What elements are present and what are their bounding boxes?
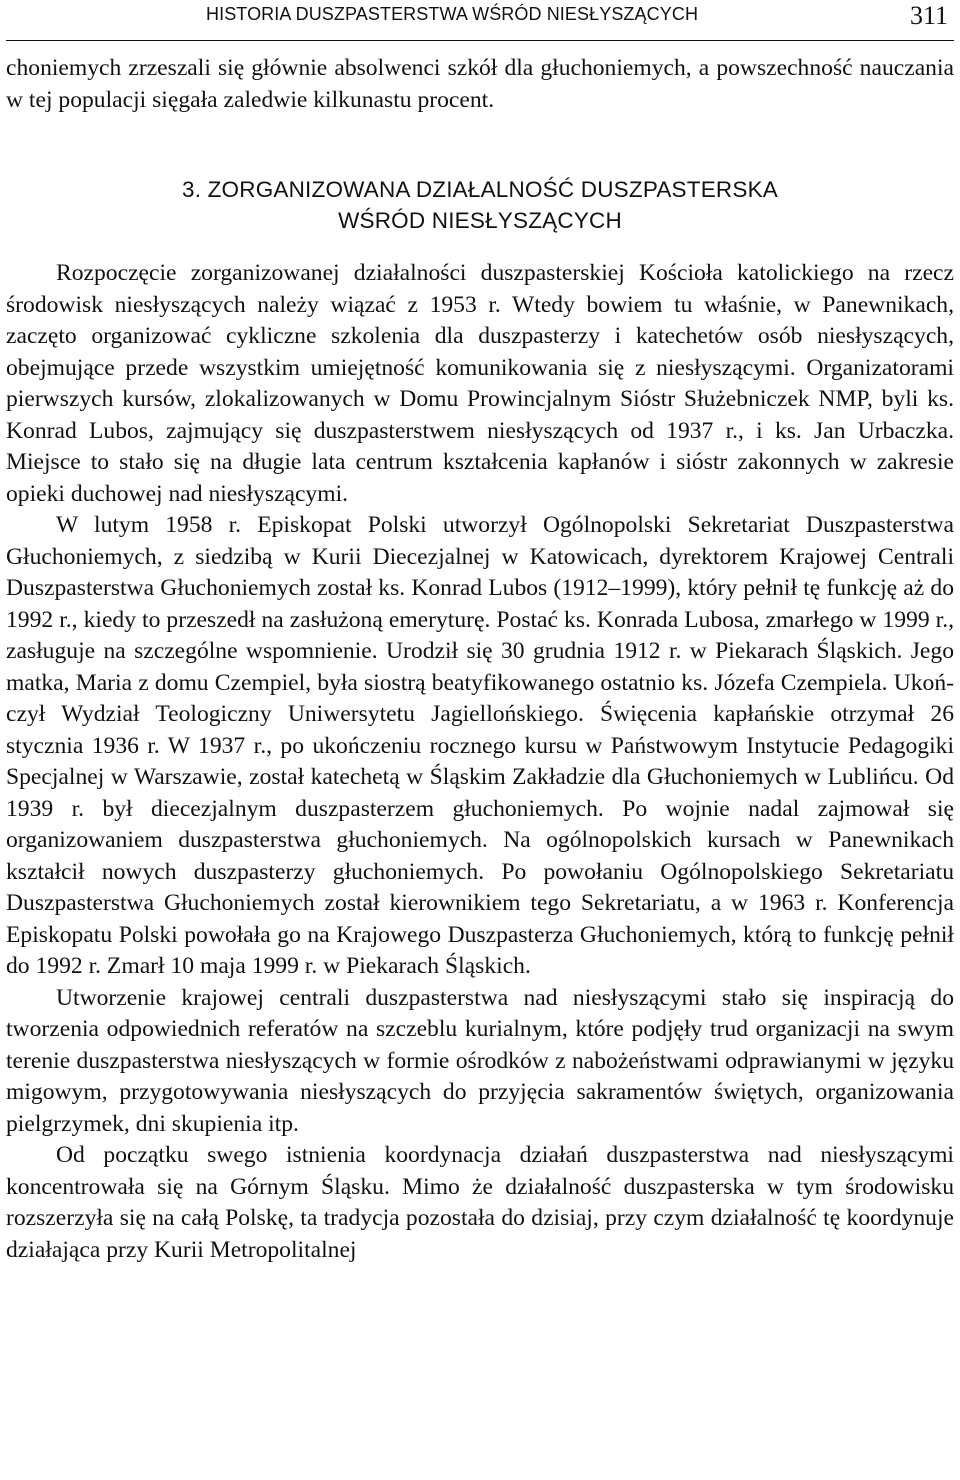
paragraph: Od początku swego istnienia koordynacja działań duszpasterstwa nad niesłyszącymi koncentrowała się na Górnym Śląsku. Mimo że działalność duszpasterska w tym środowisku rozszerzyła się na całą Polskę, ta tradycja pozostała do dzisiaj, przy czym działalność tę koordynuje działająca przy Kurii Metropolitalnej [6, 1142, 954, 1263]
running-header [6, 0, 954, 41]
document-page [6, 0, 954, 1266]
running-title: HISTORIA DUSZPASTERSTWA WŚRÓD NIESŁYSZĄCYCH [206, 4, 699, 24]
continuation-paragraph: choniemych zrzeszali się głównie absolwenci szkół dla głuchoniemych, a powszechność nauczania w tej populacji sięgała zaledwie kilkunastu procent. [6, 55, 954, 113]
paragraph: Utworzenie krajowej centrali duszpasterstwa nad niesłyszącymi stało się inspiracją do tworzenia odpowiednich referatów na szczeblu kurialnym, które podjęły trud organizacji na swym terenie duszpasterstwa niesłyszących w formie ośrodków z nabożeństwami odprawianymi w języku migowym, przygotowywania niesłyszących do przyjęcia sakramentów świętych, organizowania pielgrzymek, dni skupienia itp. [6, 984, 954, 1137]
page-number: 311 [909, 1, 948, 30]
paragraph: Rozpoczęcie zorganizowanej działalności duszpasterskiej Kościoła katolickiego na rzecz środowisk niesłyszących należy wiązać z 1953 r. Wtedy bowiem tu właśnie, w Panewnikach, zaczęto organizować cykliczne szkolenia dla duszpasterzy i katechetów osób niesłyszących, obejmujące przede wszystkim umiejętność komunikowania się z niesłyszącymi. Organizatorami pierwszych kursów, zlokalizowanych w Domu Prowincjalnym Sióstr Służebniczek NMP, byli ks. Konrad Lubos, zajmujący się duszpasterstwem niesłyszących od 1937 r., i ks. Jan Urbaczka. Miejsce to stało się na długie lata centrum kształcenia kapłanów i sióstr zakonnych w zakresie opieki duchowej nad niesłyszącymi. [6, 260, 954, 507]
paragraph: W lutym 1958 r. Episkopat Polski utworzył Ogólnopolski Sekretariat Duszpasterstwa Głuchoniemych, z siedzibą w Kurii Diecezjalnej w Katowicach, dyrektorem Krajowej Centrali Duszpasterstwa Głuchoniemych został ks. Konrad Lubos (1912–1999), który pełnił tę funkcję aż do 1992 r., kiedy to przeszedł na zasłużoną emeryturę. Postać ks. Konrada Lubosa, zmarłego w 1999 r., zasługuje na szczególne wspomnienie. Urodził się 30 grudnia 1912 r. w Piekarach Śląskich. Jego matka, Maria z domu Czempiel, była siostrą beatyfikowanego ostatnio ks. Józefa Czempiela. Ukończył Wydział Teologiczny Uniwersytetu Jagiellońskiego. Święcenia kapłańskie otrzymał 26 stycznia 1936 r. W 1937 r., po ukończeniu rocznego kursu w Państwowym Instytucie Pedagogiki Specjalnej w Warszawie, został katechetą w Śląskim Zakładzie dla Głuchoniemych w Lublińcu. Od 1939 r. był diecezjalnym duszpasterzem głuchoniemych. Po wojnie nadal zajmował się organizowaniem duszpasterstwa głuchoniemych. Na ogólnopolskich kursach w Panewnikach kształcił nowych duszpasterzy głuchoniemych. Po powołaniu Ogólnopolskiego Sekretariatu Duszpasterstwa Głuchoniemych został kierownikiem tego Sekretariatu, a w 1963 r. Konferencja Episkopatu Polski powołała go na Krajowego Duszpasterza Głuchoniemych, którą to funkcję pełnił do 1992 r. Zmarł 10 maja 1999 r. w Piekarach Śląskich. [6, 512, 954, 979]
section-heading-line-2: WŚRÓD NIESŁYSZĄCYCH [338, 208, 622, 233]
body-text [6, 53, 954, 1266]
section-heading-line-1: 3. ZORGANIZOWANA DZIAŁALNOŚĆ DUSZPASTERSKA [181, 177, 778, 202]
section-heading [6, 174, 954, 236]
